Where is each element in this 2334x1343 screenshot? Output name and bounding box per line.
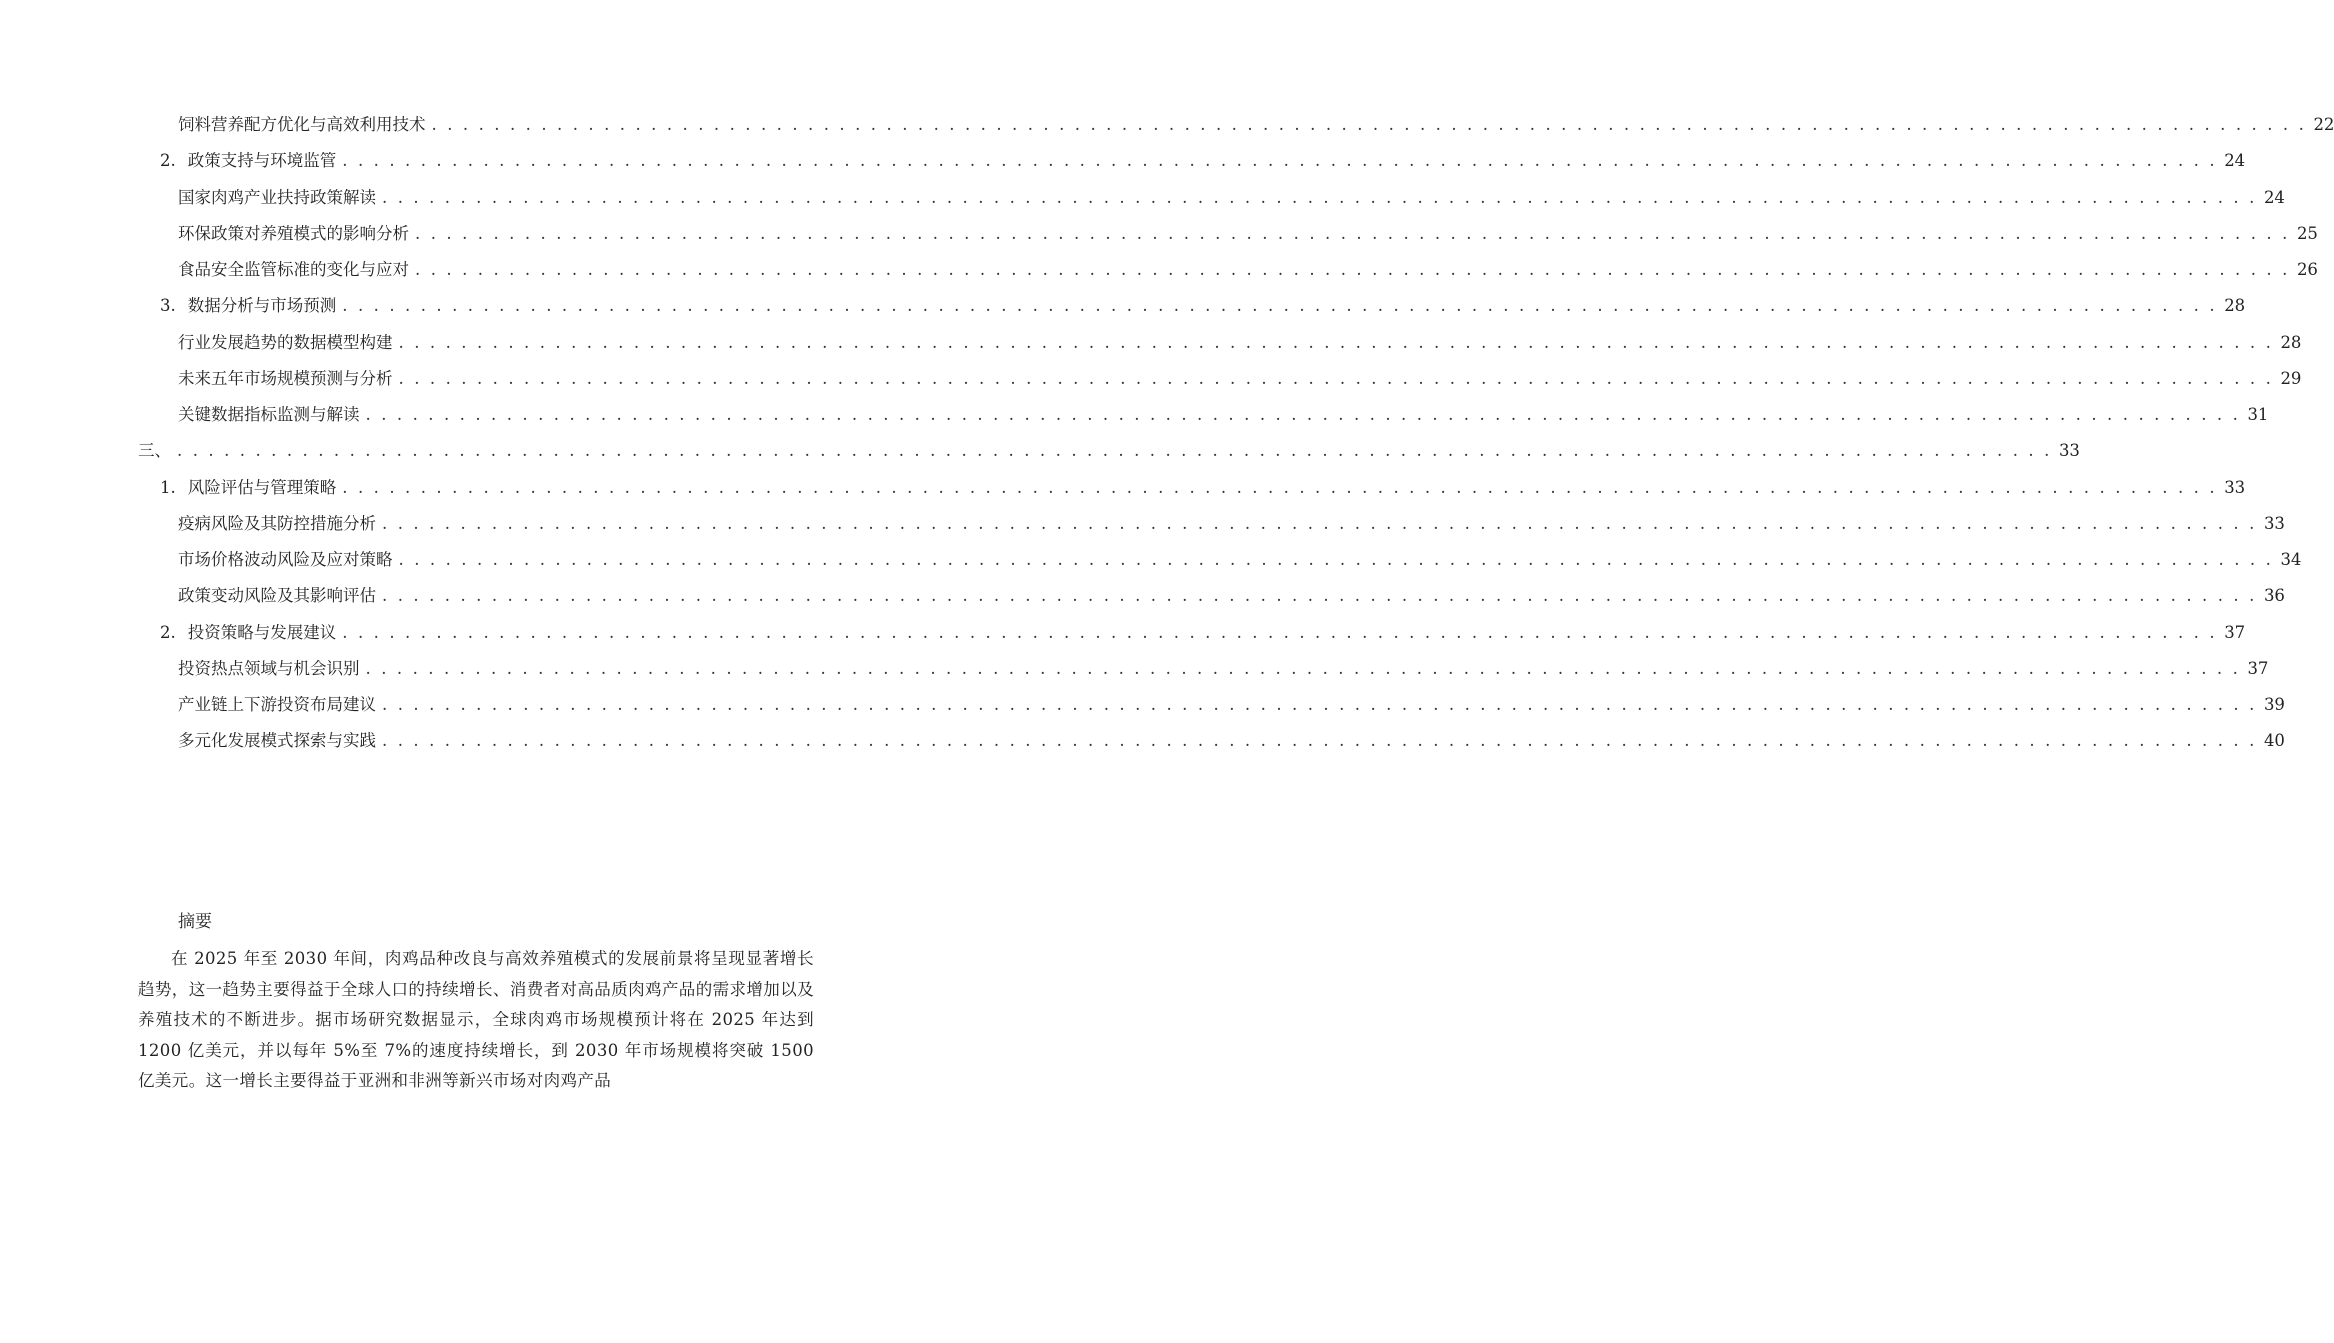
toc-entry-page-number: 24 bbox=[2263, 187, 2285, 207]
toc-entry[interactable] bbox=[138, 216, 2318, 252]
toc-entry-page-number: 22 bbox=[2313, 115, 2334, 134]
toc-entry-number: 3. bbox=[160, 296, 176, 316]
toc-entry-title: 投资策略与发展建议 bbox=[187, 622, 337, 642]
toc-entry[interactable] bbox=[138, 325, 2302, 361]
toc-entry-page-number: 33 bbox=[2263, 513, 2285, 533]
toc-entry-title: 数据分析与市场预测 bbox=[187, 296, 337, 316]
toc-entry[interactable] bbox=[138, 288, 2246, 324]
toc-entry-number: 2. bbox=[160, 151, 176, 171]
abstract-section bbox=[138, 908, 814, 1097]
toc-entry-page-number: 40 bbox=[2263, 731, 2285, 751]
toc-entry-page-number: 28 bbox=[2224, 296, 2246, 316]
toc-entry[interactable] bbox=[138, 615, 2246, 651]
toc-entry-page-number: 37 bbox=[2247, 658, 2269, 678]
toc-entry[interactable] bbox=[138, 651, 2269, 687]
toc-entry-title: 关键数据指标监测与解读 bbox=[178, 405, 360, 424]
toc-dot-leader: . . . . . . . . . . . . . . . . . . . . . . . . . . . . . . . . . . . . . . . . . . . . . . . . . . . . . . . . . . . . . . . . . . . . . . . . . . . . . . . . . . . . . . . . . . . . . . . . . . . . . . . . . . . . . . . . . . . . . . . . bbox=[415, 260, 2290, 279]
toc-entry-page-number: 36 bbox=[2263, 586, 2285, 606]
toc-entry[interactable] bbox=[138, 252, 2318, 288]
toc-dot-leader: . . . . . . . . . . . . . . . . . . . . . . . . . . . . . . . . . . . . . . . . . . . . . . . . . . . . . . . . . . . . . . . . . . . . . . . . . . . . . . . . . . . . . . . . . . . . . . . . . . . . . . . . . . . . . . . . . . . . . . . . bbox=[382, 695, 2257, 714]
toc-dot-leader: . . . . . . . . . . . . . . . . . . . . . . . . . . . . . . . . . . . . . . . . . . . . . . . . . . . . . . . . . . . . . . . . . . . . . . . . . . . . . . . . . . . . . . . . . . . . . . . . . . . . . . . . . . . . . . . . . . . . . . . . bbox=[342, 296, 2218, 316]
toc-entry-page-number: 34 bbox=[2280, 550, 2302, 569]
toc-entry-title: 疫病风险及其防控措施分析 bbox=[178, 513, 376, 533]
toc-entry[interactable] bbox=[138, 578, 2285, 614]
toc-entry-page-number: 25 bbox=[2296, 223, 2318, 243]
toc-entry[interactable] bbox=[138, 506, 2285, 542]
toc-dot-leader: . . . . . . . . . . . . . . . . . . . . . . . . . . . . . . . . . . . . . . . . . . . . . . . . . . . . . . . . . . . . . . . . . . . . . . . . . . . . . . . . . . . . . . . . . . . . . . . . . . . . . . . . . . . . . . . . . . . . . . . . bbox=[415, 223, 2290, 243]
toc-entry[interactable] bbox=[138, 470, 2246, 506]
abstract-body: 在 2025 年至 2030 年间，肉鸡品种改良与高效养殖模式的发展前景将呈现显著增长趋势，这一趋势主要得益于全球人口的持续增长、消费者对高品质肉鸡产品的需求增加以及养殖技术的不断进步。据市场研究数据显示，全球肉鸡市场规模预计将在 2025 年达到 1200 亿美元，并以每年 5%至 7%的速度持续增长，到 2030 年市场规模将突破 1500 亿美元。这一增长主要得益于亚洲和非洲等新兴市场对肉鸡产品 bbox=[138, 949, 814, 1091]
toc-entry-title: 多元化发展模式探索与实践 bbox=[178, 731, 376, 751]
toc-entry[interactable] bbox=[138, 542, 2302, 578]
toc-entry[interactable] bbox=[138, 180, 2285, 216]
toc-entry-page-number: 33 bbox=[2058, 441, 2080, 461]
toc-entry-title: 政策变动风险及其影响评估 bbox=[178, 586, 376, 606]
toc-dot-leader: . . . . . . . . . . . . . . . . . . . . . . . . . . . . . . . . . . . . . . . . . . . . . . . . . . . . . . . . . . . . . . . . . . . . . . . . . . . . . . . . . . . . . . . . . . . . . . . . . . . . . . . . . . . . . . . . . . . . . . . . bbox=[398, 332, 2274, 352]
toc-entry-title: 产业链上下游投资布局建议 bbox=[178, 695, 376, 714]
toc-entry-number: 1. bbox=[160, 477, 176, 497]
toc-entry-page-number: 37 bbox=[2224, 622, 2246, 642]
toc-entry-page-number: 28 bbox=[2280, 332, 2302, 352]
toc-entry[interactable] bbox=[138, 143, 2246, 179]
toc-dot-leader: . . . . . . . . . . . . . . . . . . . . . . . . . . . . . . . . . . . . . . . . . . . . . . . . . . . . . . . . . . . . . . . . . . . . . . . . . . . . . . . . . . . . . . . . . . . . . . . . . . . . . . . . . . . . . . . . . . . . . . . . bbox=[342, 151, 2218, 171]
toc-entry-number: 2. bbox=[160, 622, 176, 642]
toc-entry-page-number: 31 bbox=[2247, 405, 2269, 424]
toc-dot-leader: . . . . . . . . . . . . . . . . . . . . . . . . . . . . . . . . . . . . . . . . . . . . . . . . . . . . . . . . . . . . . . . . . . . . . . . . . . . . . . . . . . . . . . . . . . . . . . . . . . . . . . . . . . . . . . . . . . . . . . . . bbox=[382, 513, 2257, 533]
toc-dot-leader: . . . . . . . . . . . . . . . . . . . . . . . . . . . . . . . . . . . . . . . . . . . . . . . . . . . . . . . . . . . . . . . . . . . . . . . . . . . . . . . . . . . . . . . . . . . . . . . . . . . . . . . . . . . . . . . . . . . . . . . . bbox=[177, 441, 2052, 461]
table-of-contents bbox=[138, 107, 2334, 760]
toc-entry-page-number: 29 bbox=[2280, 368, 2302, 388]
toc-entry-title: 行业发展趋势的数据模型构建 bbox=[178, 332, 393, 352]
toc-entry-title: 国家肉鸡产业扶持政策解读 bbox=[178, 187, 376, 207]
toc-dot-leader: . . . . . . . . . . . . . . . . . . . . . . . . . . . . . . . . . . . . . . . . . . . . . . . . . . . . . . . . . . . . . . . . . . . . . . . . . . . . . . . . . . . . . . . . . . . . . . . . . . . . . . . . . . . . . . . . . . . . . . . . bbox=[365, 405, 2241, 424]
toc-entry-title: 政策支持与环境监管 bbox=[187, 151, 337, 171]
toc-entry-page-number: 33 bbox=[2224, 477, 2246, 497]
toc-entry-title: 未来五年市场规模预测与分析 bbox=[178, 368, 393, 388]
toc-dot-leader: . . . . . . . . . . . . . . . . . . . . . . . . . . . . . . . . . . . . . . . . . . . . . . . . . . . . . . . . . . . . . . . . . . . . . . . . . . . . . . . . . . . . . . . . . . . . . . . . . . . . . . . . . . . . . . . . . . . . . . . . bbox=[365, 658, 2241, 678]
toc-entry-page-number: 26 bbox=[2296, 260, 2318, 279]
toc-dot-leader: . . . . . . . . . . . . . . . . . . . . . . . . . . . . . . . . . . . . . . . . . . . . . . . . . . . . . . . . . . . . . . . . . . . . . . . . . . . . . . . . . . . . . . . . . . . . . . . . . . . . . . . . . . . . . . . . . . . . . . . . bbox=[382, 731, 2257, 751]
toc-entry[interactable] bbox=[138, 687, 2285, 723]
toc-entry-page-number: 24 bbox=[2224, 151, 2246, 171]
toc-entry-title: 三、 bbox=[138, 441, 171, 461]
toc-entry-title: 环保政策对养殖模式的影响分析 bbox=[178, 223, 409, 243]
abstract-heading: 摘要 bbox=[178, 912, 212, 932]
toc-dot-leader: . . . . . . . . . . . . . . . . . . . . . . . . . . . . . . . . . . . . . . . . . . . . . . . . . . . . . . . . . . . . . . . . . . . . . . . . . . . . . . . . . . . . . . . . . . . . . . . . . . . . . . . . . . . . . . . . . . . . . . . . bbox=[342, 477, 2218, 497]
toc-dot-leader: . . . . . . . . . . . . . . . . . . . . . . . . . . . . . . . . . . . . . . . . . . . . . . . . . . . . . . . . . . . . . . . . . . . . . . . . . . . . . . . . . . . . . . . . . . . . . . . . . . . . . . . . . . . . . . . . . . . . . . . . bbox=[398, 368, 2274, 388]
toc-dot-leader: . . . . . . . . . . . . . . . . . . . . . . . . . . . . . . . . . . . . . . . . . . . . . . . . . . . . . . . . . . . . . . . . . . . . . . . . . . . . . . . . . . . . . . . . . . . . . . . . . . . . . . . . . . . . . . . . . . . . . . . . bbox=[398, 550, 2274, 569]
toc-entry[interactable] bbox=[138, 397, 2269, 433]
toc-entry-title: 市场价格波动风险及应对策略 bbox=[178, 550, 393, 569]
toc-entry[interactable] bbox=[138, 723, 2285, 759]
toc-entry-title: 饲料营养配方优化与高效利用技术 bbox=[178, 115, 426, 134]
toc-dot-leader: . . . . . . . . . . . . . . . . . . . . . . . . . . . . . . . . . . . . . . . . . . . . . . . . . . . . . . . . . . . . . . . . . . . . . . . . . . . . . . . . . . . . . . . . . . . . . . . . . . . . . . . . . . . . . . . . . . . . . . . . bbox=[382, 187, 2257, 207]
toc-entry-title: 风险评估与管理策略 bbox=[187, 477, 337, 497]
toc-entry[interactable] bbox=[138, 107, 2334, 143]
toc-entry[interactable] bbox=[138, 433, 2080, 469]
toc-dot-leader: . . . . . . . . . . . . . . . . . . . . . . . . . . . . . . . . . . . . . . . . . . . . . . . . . . . . . . . . . . . . . . . . . . . . . . . . . . . . . . . . . . . . . . . . . . . . . . . . . . . . . . . . . . . . . . . . . . . . . . . . bbox=[431, 115, 2307, 134]
toc-entry-title: 投资热点领域与机会识别 bbox=[178, 658, 360, 678]
toc-entry-page-number: 39 bbox=[2263, 695, 2285, 714]
toc-dot-leader: . . . . . . . . . . . . . . . . . . . . . . . . . . . . . . . . . . . . . . . . . . . . . . . . . . . . . . . . . . . . . . . . . . . . . . . . . . . . . . . . . . . . . . . . . . . . . . . . . . . . . . . . . . . . . . . . . . . . . . . . bbox=[382, 586, 2257, 606]
toc-dot-leader: . . . . . . . . . . . . . . . . . . . . . . . . . . . . . . . . . . . . . . . . . . . . . . . . . . . . . . . . . . . . . . . . . . . . . . . . . . . . . . . . . . . . . . . . . . . . . . . . . . . . . . . . . . . . . . . . . . . . . . . . bbox=[342, 622, 2218, 642]
toc-entry[interactable] bbox=[138, 361, 2302, 397]
toc-entry-title: 食品安全监管标准的变化与应对 bbox=[178, 260, 409, 279]
